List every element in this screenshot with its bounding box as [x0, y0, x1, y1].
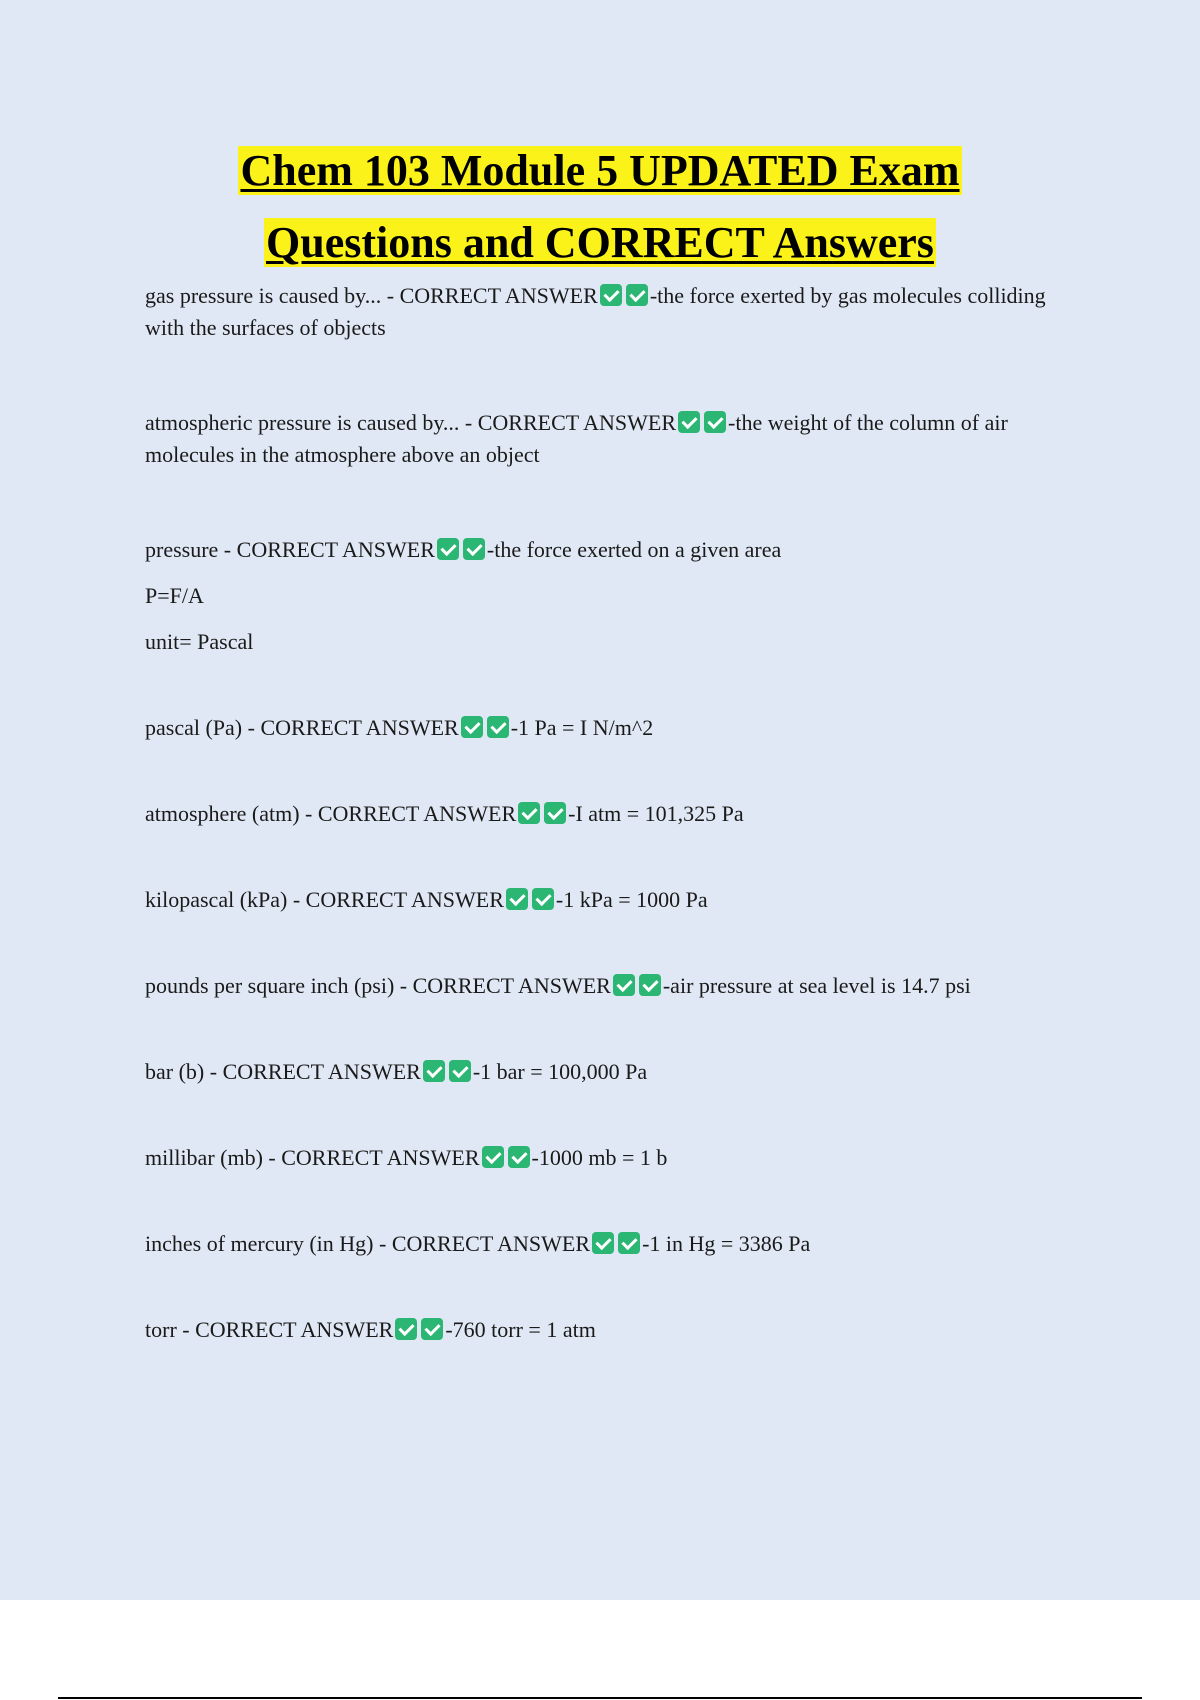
qa-item: [145, 970, 1085, 1002]
check-box-icon: [532, 888, 554, 910]
qa-item: [145, 884, 1085, 916]
question-term: atmosphere (atm) -: [145, 801, 318, 826]
check-box-icon: [508, 1146, 530, 1168]
check-box-icon: [613, 974, 635, 996]
document-title: [0, 140, 1200, 284]
correct-answer-marker: CORRECT ANSWER: [317, 801, 517, 826]
correct-answer-marker: CORRECT ANSWER: [195, 1317, 394, 1342]
qa-item: [145, 1314, 1085, 1346]
title-line-2: [0, 212, 1200, 284]
question-term: gas pressure is caused by... -: [145, 283, 400, 308]
check-box-icon: [704, 411, 726, 433]
check-box-icon: [592, 1232, 614, 1254]
check-box-icon: [518, 802, 540, 824]
correct-answer-marker: CORRECT ANSWER: [222, 1059, 421, 1084]
answer-text: -1000 mb = 1 b: [531, 1145, 668, 1170]
correct-answer-marker: CORRECT ANSWER: [236, 537, 435, 562]
question-term: torr -: [145, 1317, 196, 1342]
answer-text: -I atm = 101,325 Pa: [568, 801, 744, 826]
check-box-icon: [482, 1146, 504, 1168]
answer-text: -the force exerted on a given area: [486, 537, 782, 562]
check-box-icon: [626, 284, 648, 306]
correct-answer-marker: CORRECT ANSWER: [412, 973, 611, 998]
qa-item: [145, 1228, 1085, 1260]
question-term: pascal (Pa) -: [145, 715, 261, 740]
correct-answer-marker: CORRECT ANSWER: [305, 887, 504, 912]
check-box-icon: [449, 1060, 471, 1082]
check-box-icon: [437, 538, 459, 560]
answer-text: -the weight of the column of air molecules in the atmosphere above an object: [145, 410, 1008, 467]
check-box-icon: [544, 802, 566, 824]
check-box-icon: [487, 716, 509, 738]
correct-answer-marker: CORRECT ANSWER: [260, 715, 459, 740]
check-box-icon: [463, 538, 485, 560]
title-line-1: [0, 140, 1200, 212]
question-term: pounds per square inch (psi) -: [145, 973, 413, 998]
question-term: bar (b) -: [145, 1059, 223, 1084]
check-box-icon: [639, 974, 661, 996]
question-term: inches of mercury (in Hg) -: [145, 1231, 392, 1256]
answer-text: -air pressure at sea level is 14.7 psi: [662, 973, 971, 998]
question-term: millibar (mb) -: [145, 1145, 282, 1170]
formula-line: P=F/A: [145, 583, 204, 608]
qa-item: [145, 534, 1085, 566]
check-box-icon: [461, 716, 483, 738]
qa-item: [145, 407, 1085, 471]
check-box-icon: [506, 888, 528, 910]
correct-answer-marker: CORRECT ANSWER: [477, 410, 676, 435]
qa-item: [145, 712, 1085, 744]
footer-rule: [58, 1697, 1142, 1699]
check-box-icon: [421, 1318, 443, 1340]
answer-text: -760 torr = 1 atm: [445, 1317, 596, 1342]
question-term: kilopascal (kPa) -: [145, 887, 306, 912]
qa-list: [145, 280, 1085, 1346]
check-box-icon: [423, 1060, 445, 1082]
check-box-icon: [678, 411, 700, 433]
title-text-1: Chem 103 Module 5 UPDATED Exam: [240, 146, 960, 195]
answer-text: -the force exerted by gas molecules colliding with the surfaces of objects: [145, 283, 1046, 340]
qa-item: [145, 1056, 1085, 1088]
answer-text: -1 kPa = 1000 Pa: [555, 887, 708, 912]
qa-item: [145, 280, 1085, 344]
check-box-icon: [618, 1232, 640, 1254]
question-term: pressure -: [145, 537, 237, 562]
answer-text: -1 in Hg = 3386 Pa: [642, 1231, 811, 1256]
qa-item: [145, 798, 1085, 830]
check-box-icon: [395, 1318, 417, 1340]
check-box-icon: [600, 284, 622, 306]
qa-item: [145, 1142, 1085, 1174]
question-term: atmospheric pressure is caused by... -: [145, 410, 478, 435]
correct-answer-marker: CORRECT ANSWER: [281, 1145, 480, 1170]
correct-answer-marker: CORRECT ANSWER: [391, 1231, 591, 1256]
answer-text: -1 Pa = I N/m^2: [510, 715, 654, 740]
title-text-2: Questions and CORRECT Answers: [266, 218, 934, 267]
answer-text: -1 bar = 100,000 Pa: [472, 1059, 648, 1084]
correct-answer-marker: CORRECT ANSWER: [399, 283, 598, 308]
unit-line: unit= Pascal: [145, 629, 254, 654]
